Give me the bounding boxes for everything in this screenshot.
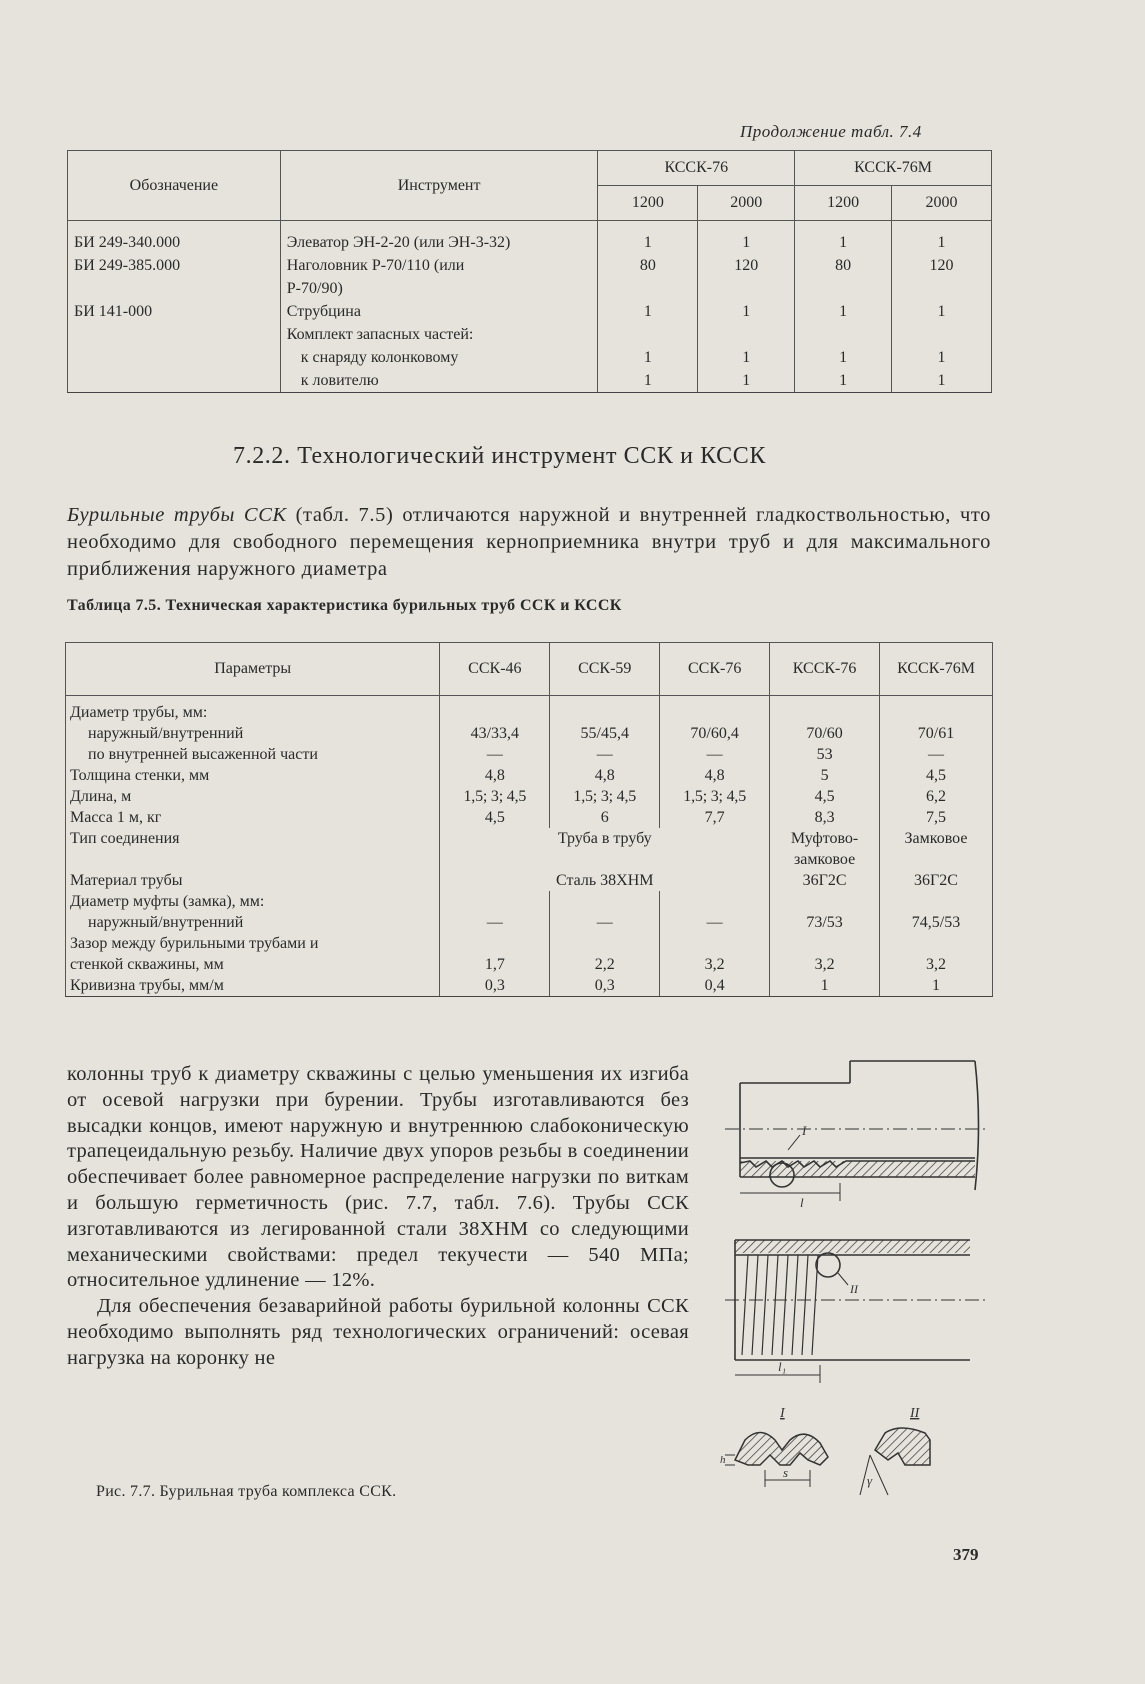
col-kssk76m: КССК-76М [880,643,993,696]
table-row: БИ 249-340.000 Элеватор ЭН-2-20 (или ЭН-3-32) 1 1 1 1 [68,221,992,255]
col-depth-2000: 2000 [698,186,795,221]
table-continuation-caption: Продолжение табл. 7.4 [740,122,922,141]
table-row: замковое [66,849,993,870]
table-row: Диаметр трубы, мм: [66,696,993,724]
label-I: I [802,1123,807,1138]
table-row: к ловителю 1 1 1 1 [68,369,992,393]
label-h: h [720,1454,726,1466]
table-row: Р-70/90) [68,277,992,300]
table-row: БИ 249-385.000 Наголовник Р-70/110 (или 80 120 80 120 [68,254,992,277]
label-II: II [850,1282,858,1296]
label-s: s [783,1465,789,1480]
col-depth-1200: 1200 [795,186,892,221]
paragraph: колонны труб к диаметру скважины с целью уменьшения их изгиба от осевой нагрузки при бурении. Трубы изготавливаются без высадки концов, имеют наружную и внутреннюю слабоконическую трапецеидальную резьбу. Наличие двух упоров резьбы в соединении обеспечивает более равномерное распределение нагрузки по виткам и большую герметичность (рис. 7.7, табл. 7.6). Трубы ССК изготавливаются из легированной стали 38ХНМ со следующими механическими свойствами: предел текучести — 540 МПа; относительное удлинение — 12%. [67,1063,689,1292]
table-row: к снаряду колонковому 1 1 1 1 [68,346,992,369]
paragraph: Для обеспечения безаварийной работы бурильной колонны ССК необходимо выполнять ряд технологических ограничений: осевая нагрузка на коронку не [67,1295,689,1369]
detail-II-title: II [910,1406,920,1421]
table-row: Материал трубы Сталь 38ХНМ 36Г2С 36Г2С [66,870,993,891]
table-row: наружный/внутренний — — — 73/53 74,5/53 [66,912,993,933]
col-depth-2000: 2000 [892,186,992,221]
col-tool: Инструмент [280,151,598,221]
table-7-5-title: Таблица 7.5. Техническая характеристика бурильных труб ССК и КССК [67,597,622,614]
label-gamma: γ [867,1473,873,1488]
table-row: БИ 141-000 Струбцина 1 1 1 1 [68,300,992,323]
label-l: l [800,1195,804,1210]
table-row: Диаметр муфты (замка), мм: [66,891,993,912]
label-l1: l₁ [778,1359,787,1374]
table-row: по внутренней высаженной части — — — 53 — [66,744,993,765]
table-row: стенкой скважины, мм 1,7 2,2 3,2 3,2 3,2 [66,954,993,975]
table-7-4 [67,150,992,393]
figure-caption: Рис. 7.7. Бурильная труба комплекса ССК. [96,1483,397,1500]
paragraph-intro: Бурильные трубы ССК (табл. 7.5) отличаются наружной и внутренней гладкоствольностью, что необходимо для свободного перемещения керноприемника внутри труб и для максимального приближения наружного диаметра [67,504,991,580]
table-row: Масса 1 м, кг 4,5 6 7,7 8,3 7,5 [66,807,993,828]
table-row: Толщина стенки, мм 4,8 4,8 4,8 5 4,5 [66,765,993,786]
italic-term: Бурильные трубы ССК [67,504,287,526]
table-7-5 [65,642,993,997]
detail-I-title: I [780,1406,785,1421]
section-heading: 7.2.2. Технологический инструмент ССК и КССК [233,443,766,469]
table-row: наружный/внутренний 43/33,4 55/45,4 70/60,4 70/60 70/61 [66,723,993,744]
col-kssk76: КССК-76 [770,643,880,696]
table-row: Зазор между бурильными трубами и [66,933,993,954]
page-number: 379 [953,1545,979,1564]
paragraph-body [67,1062,689,1372]
col-parameters: Параметры [66,643,440,696]
pipe-drawing [720,1055,990,1515]
col-ssk76: ССК-76 [660,643,770,696]
col-designation: Обозначение [68,151,281,221]
table-row: Тип соединения Труба в трубу Муфтово- Замковое [66,828,993,849]
pipe-drawing-figure [720,1055,990,1515]
table-row: Комплект запасных частей: [68,323,992,346]
col-kssk76: КССК-76 [598,151,795,186]
table-row: Кривизна трубы, мм/м 0,3 0,3 0,4 1 1 [66,975,993,997]
table-row: Длина, м 1,5; 3; 4,5 1,5; 3; 4,5 1,5; 3; 4,5 4,5 6,2 [66,786,993,807]
col-ssk46: ССК-46 [440,643,550,696]
col-ssk59: ССК-59 [550,643,660,696]
col-kssk76m: КССК-76М [795,151,992,186]
col-depth-1200: 1200 [598,186,698,221]
